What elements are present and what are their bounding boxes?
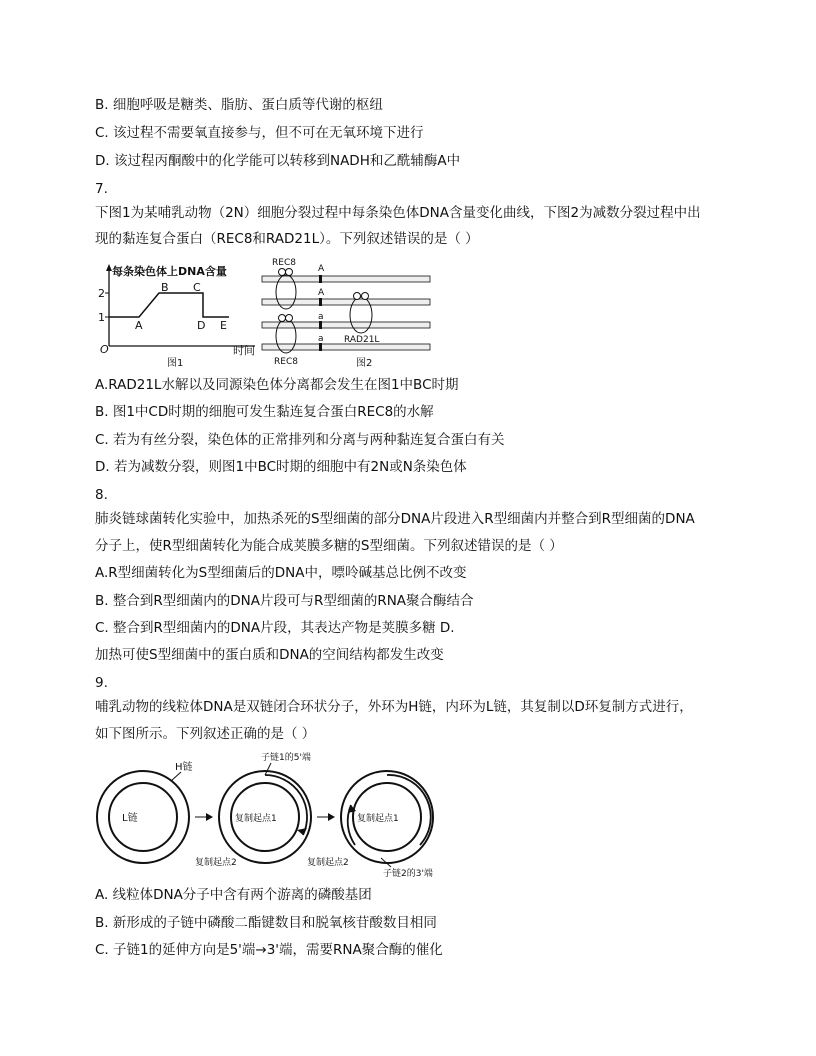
option-d-q7: D. 若为减数分裂，则图1中BC时期的细胞中有2N或N条染色体 <box>95 459 467 475</box>
rad21l-head-2 <box>362 293 369 300</box>
option-d-q8: 加热可使S型细菌中的蛋白质和DNA的空间结构都发生改变 <box>95 647 444 663</box>
circle1-l-chain <box>109 783 177 851</box>
fig1-point-b: B <box>161 281 169 294</box>
origin2-label-a: 复制起点2 <box>195 858 237 868</box>
fig2-rec8-top: REC8 <box>272 258 296 268</box>
child1-pointer <box>265 763 271 775</box>
arrow-2-head <box>328 813 335 821</box>
circle3-child1-strand <box>387 775 431 845</box>
circle2-strand-head <box>297 828 307 835</box>
child1-5end-label: 子链1的5'端 <box>261 753 311 763</box>
fig1-point-e: E <box>220 319 227 332</box>
fig1-point-c: C <box>193 281 201 294</box>
h-chain-pointer <box>171 772 181 781</box>
chromatid-2 <box>262 299 430 305</box>
fig1-curve <box>109 293 229 317</box>
chromatid-3 <box>262 322 430 328</box>
fig1-xlabel: 时间 <box>233 344 255 357</box>
option-b-q9: B. 新形成的子链中磷酸二酯键数目和脱氧核苷酸数目相同 <box>95 915 437 931</box>
option-c-q6: C. 该过程不需要氧直接参与，但不可在无氧环境下进行 <box>95 125 424 141</box>
fig2-rec8-bottom: REC8 <box>274 357 298 367</box>
rec8-head-bottom-2 <box>286 315 293 322</box>
fig2-rad21l-label: RAD21L <box>344 335 380 345</box>
locus-3 <box>319 321 322 329</box>
question-number-7: 7. <box>95 181 108 197</box>
fig2-allele-a-mid: A <box>318 288 325 298</box>
origin2-label-b: 复制起点2 <box>307 858 349 868</box>
chromatid-1 <box>262 276 430 282</box>
question-7-stem-1: 下图1为某哺乳动物（2N）细胞分裂过程中每条染色体DNA含量变化曲线，下图2为减数分裂过程中出 <box>95 205 701 221</box>
arrow-1-head <box>206 813 213 821</box>
option-c-q7: C. 若为有丝分裂，染色体的正常排列和分离与两种黏连复合蛋白有关 <box>95 432 505 448</box>
rad21l-head-1 <box>354 293 361 300</box>
fig1-tick-2: 2 <box>98 287 105 300</box>
rec8-head-top-2 <box>286 269 293 276</box>
locus-4 <box>319 343 322 351</box>
fig2-allele-a-low2: a <box>318 334 324 344</box>
locus-2 <box>319 298 322 306</box>
fig1-ylabel: 每条染色体上DNA含量 <box>112 265 227 278</box>
question-number-9: 9. <box>95 675 108 691</box>
locus-1 <box>319 275 322 283</box>
fig1-origin: O <box>100 343 109 356</box>
fig2-allele-a-low1: a <box>318 312 324 322</box>
option-d-q6: D. 该过程丙酮酸中的化学能可以转移到NADH和乙酰辅酶A中 <box>95 153 461 169</box>
circle1-h-chain <box>97 771 189 863</box>
fig1-point-a: A <box>135 319 143 332</box>
fig1-caption: 图1 <box>167 358 184 369</box>
origin1-label-b: 复制起点1 <box>357 814 399 824</box>
fig2-allele-a-top: A <box>318 264 325 274</box>
figure-3-dloop <box>95 750 445 880</box>
fig2-caption: 图2 <box>356 358 373 369</box>
question-8-stem-2: 分子上，使R型细菌转化为能合成荚膜多糖的S型细菌。下列叙述错误的是（ ） <box>95 538 563 554</box>
l-chain-label: L链 <box>122 813 138 824</box>
question-number-8: 8. <box>95 487 108 503</box>
origin1-label-a: 复制起点1 <box>235 814 277 824</box>
child2-3end-label: 子链2的3'端 <box>383 869 433 879</box>
question-7-stem-2: 现的黏连复合蛋白（REC8和RAD21L）。下列叙述错误的是（ ） <box>95 231 479 247</box>
option-a-q7: A.RAD21L水解以及同源染色体分离都会发生在图1中BC时期 <box>95 377 459 393</box>
option-b-q7: B. 图1中CD时期的细胞可发生黏连复合蛋白REC8的水解 <box>95 404 434 420</box>
rec8-head-top-1 <box>279 269 286 276</box>
rec8-head-bottom-1 <box>279 315 286 322</box>
figure-1-dna-curve <box>95 258 265 370</box>
question-8-stem-1: 肺炎链球菌转化实验中，加热杀死的S型细菌的部分DNA片段进入R型细菌内并整合到R型细菌的DNA <box>95 511 695 527</box>
option-a-q9: A. 线粒体DNA分子中含有两个游离的磷酸基团 <box>95 887 372 903</box>
option-a-q8: A.R型细菌转化为S型细菌后的DNA中，嘌呤碱基总比例不改变 <box>95 565 467 581</box>
option-b-q8: B. 整合到R型细菌内的DNA片段可与R型细菌的RNA聚合酶结合 <box>95 593 474 609</box>
figure-2-cohesin <box>258 256 434 372</box>
h-chain-label: H链 <box>175 762 193 773</box>
fig1-tick-1: 1 <box>98 311 105 324</box>
option-c-q8: C. 整合到R型细菌内的DNA片段，其表达产物是荚膜多糖 D. <box>95 620 455 636</box>
question-9-stem-2: 如下图所示。下列叙述正确的是（ ） <box>95 726 316 742</box>
option-c-q9: C. 子链1的延伸方向是5'端→3'端，需要RNA聚合酶的催化 <box>95 942 443 958</box>
question-9-stem-1: 哺乳动物的线粒体DNA是双链闭合环状分子，外环为H链，内环为L链，其复制以D环复制方式进行， <box>95 699 693 715</box>
option-b-q6: B. 细胞呼吸是糖类、脂肪、蛋白质等代谢的枢纽 <box>95 97 383 113</box>
fig1-point-d: D <box>197 319 206 332</box>
